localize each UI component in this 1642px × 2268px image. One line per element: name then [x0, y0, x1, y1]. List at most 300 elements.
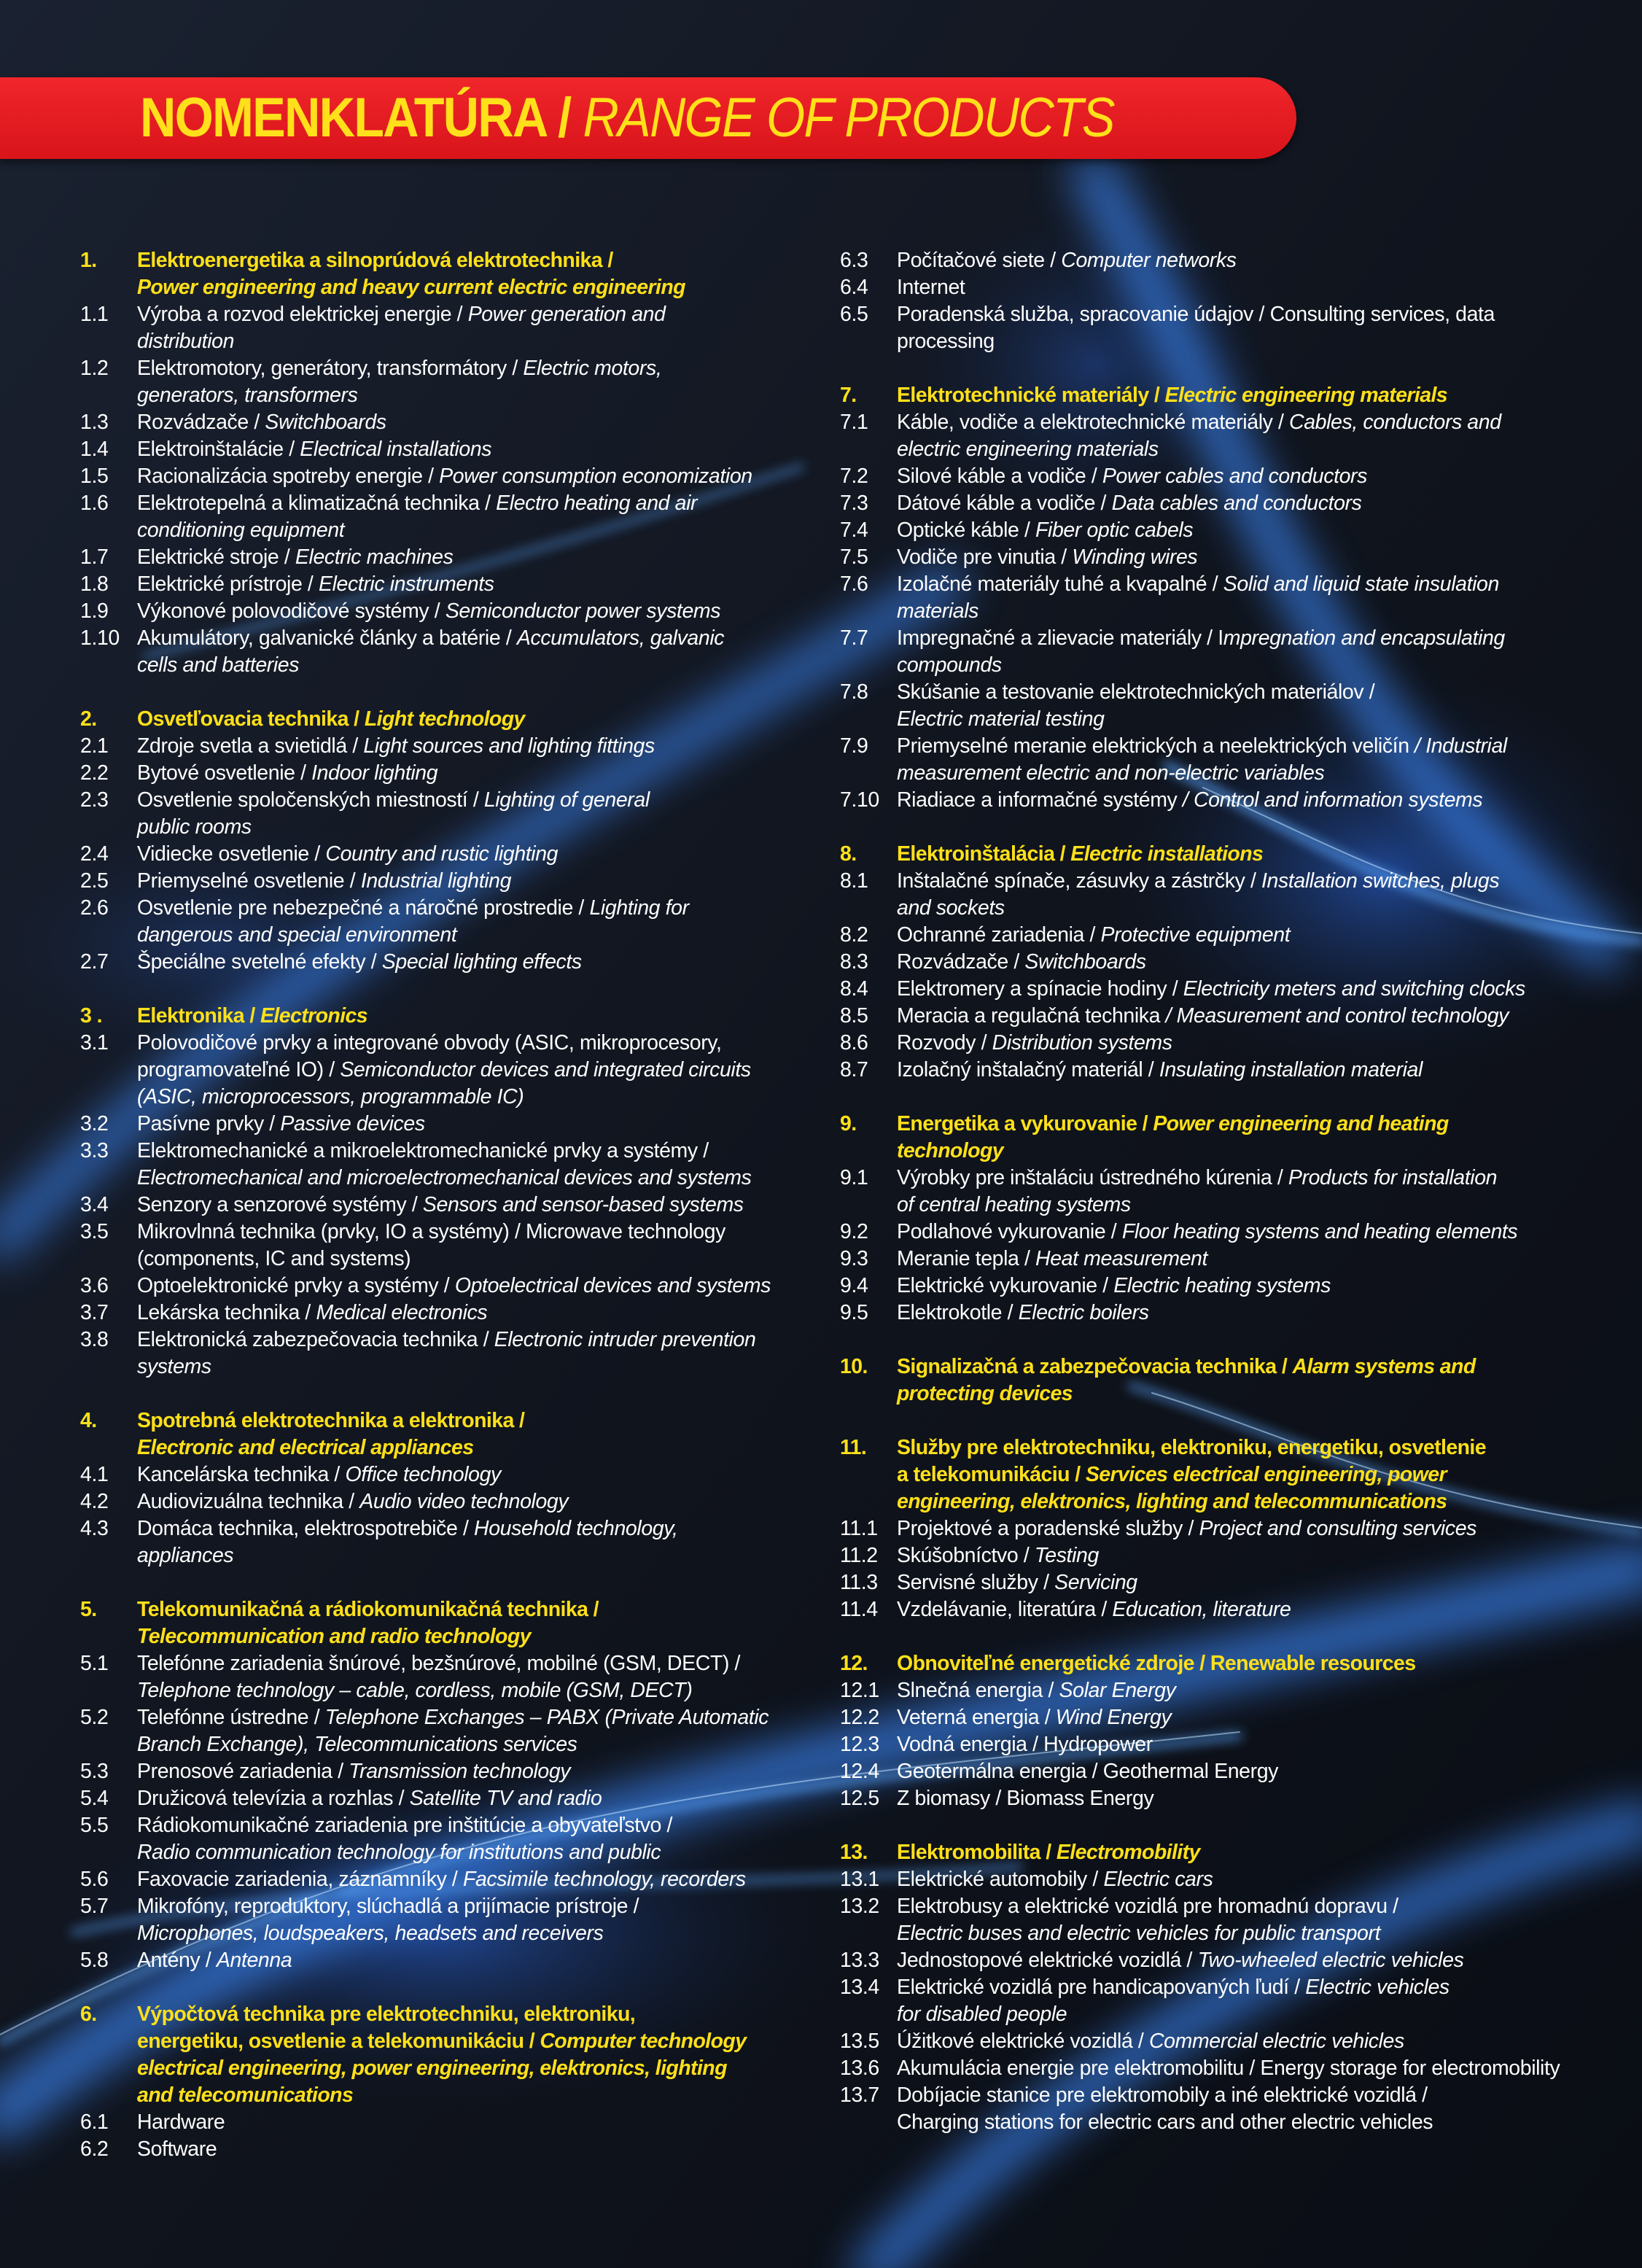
item-number: 8.4: [840, 977, 868, 1001]
item-text-en: Electric machines: [295, 545, 454, 569]
list-item: [80, 1327, 809, 1354]
item-text-en: Semiconductor devices and integrated circuits: [340, 1058, 751, 1081]
list-item: [840, 922, 1613, 949]
item-text-sk: Slnečná energia /: [897, 1679, 1059, 1702]
item-text-en: Power cables and conductors: [1102, 465, 1367, 488]
item-text-sk: Riadiace a informačné systémy: [897, 788, 1183, 812]
list-item: [840, 1246, 1613, 1273]
item-text-sk: Bytové osvetlenie /: [137, 761, 312, 785]
item-text-en: Computer technology: [540, 2030, 747, 2053]
item-text-sk: Polovodičové prvky a integrované obvody (ASIC, mikroprocesory,: [137, 1031, 722, 1055]
item-number: 12.1: [840, 1679, 879, 1702]
item-number: 4.1: [80, 1463, 109, 1486]
list-item: [80, 1785, 809, 1812]
list-item: [80, 652, 809, 679]
list-item: [80, 1219, 809, 1246]
item-text-en: Radio communication technology for institutions and public: [137, 1841, 661, 1864]
category-heading: [80, 1003, 809, 1030]
item-number: 1.6: [80, 492, 109, 515]
list-item: [80, 787, 809, 814]
item-text-sk: Geotermálna energia / Geothermal Energy: [897, 1760, 1279, 1783]
page-title-en: RANGE OF PRODUCTS: [583, 87, 1114, 149]
list-item: [840, 1569, 1613, 1596]
item-text-sk: Spotrebná elektrotechnika a elektronika /: [137, 1409, 525, 1432]
category-heading: [80, 1596, 809, 1623]
list-item: [80, 1731, 809, 1758]
item-text-en: Switchboards: [1024, 950, 1146, 974]
item-text-en: Light technology: [364, 707, 525, 731]
item-text-en: Special lighting effects: [381, 950, 582, 974]
item-number: 11.4: [840, 1598, 878, 1621]
category-heading: [840, 1461, 1613, 1488]
item-number: 6.1: [80, 2110, 109, 2134]
item-text-sk: Optoelektronické prvky a systémy /: [137, 1274, 455, 1297]
item-text-sk: Servisné služby /: [897, 1571, 1055, 1594]
item-text-en: Electronics: [260, 1004, 368, 1028]
item-text-sk: Vodná energia / Hydropower: [897, 1733, 1153, 1756]
item-number: 8.7: [840, 1058, 868, 1081]
item-text-sk: Osvetlenie pre nebezpečné a náročné prostredie /: [137, 896, 590, 920]
item-number: 12.4: [840, 1760, 879, 1783]
list-item: [840, 1866, 1613, 1893]
list-item: [840, 868, 1613, 895]
page-title-sk: NOMENKLATÚRA /: [140, 87, 583, 149]
item-text-en: generators, transformers: [137, 384, 358, 407]
item-number: 5.2: [80, 1706, 109, 1729]
list-item: [80, 2109, 809, 2136]
spacer: [840, 814, 1613, 841]
list-item: [840, 598, 1613, 625]
item-text-sk: Skúšanie a testovanie elektrotechnických materiálov /: [897, 680, 1375, 704]
item-text-sk: Z biomasy / Biomass Energy: [897, 1787, 1154, 1810]
item-number: 1.7: [80, 545, 109, 569]
item-text-sk: Rozvádzače /: [897, 950, 1025, 974]
list-item: [80, 544, 809, 571]
item-number: 7.6: [840, 572, 868, 596]
list-item: [80, 949, 809, 976]
item-number: 6.2: [80, 2137, 109, 2161]
list-item: [80, 841, 809, 868]
item-text-sk: Elektroinštalácie /: [137, 438, 300, 461]
spacer: [80, 1974, 809, 2001]
item-number: 1.8: [80, 572, 109, 596]
item-text-en: Country and rustic lighting: [325, 842, 559, 866]
item-text-sk: Osvetľovacia technika /: [137, 707, 365, 731]
item-text-en: Medical electronics: [316, 1301, 488, 1324]
item-text-en: (ASIC, microprocessors, programmable IC): [137, 1085, 524, 1108]
item-text-sk: Meracia a regulačná technika: [897, 1004, 1166, 1028]
list-item: [840, 1192, 1613, 1219]
item-number: 8.6: [840, 1031, 868, 1055]
item-text-sk: Výpočtová technika pre elektrotechniku, elektroniku,: [137, 2003, 636, 2026]
item-text-sk: Prenosové zariadenia /: [137, 1760, 349, 1783]
item-number: 13.7: [840, 2083, 879, 2107]
category-heading: [80, 2055, 809, 2082]
list-item: [840, 274, 1613, 301]
item-text-en: Electro heating and air: [496, 492, 698, 515]
item-text-en: Telecommunication and radio technology: [137, 1625, 531, 1648]
item-text-en: Fiber optic cabels: [1035, 519, 1194, 542]
category-heading: [80, 706, 809, 733]
item-number: 7.7: [840, 626, 868, 650]
left-column: [80, 247, 809, 2163]
list-item: [80, 814, 809, 841]
item-text-en: Passive devices: [280, 1112, 425, 1135]
list-item: [80, 895, 809, 922]
item-text-en: Computer networks: [1061, 249, 1237, 272]
item-number: 8.: [840, 842, 857, 866]
item-text-en: Electric heating systems: [1113, 1274, 1331, 1297]
item-text-sk: Dobíjacie stanice pre elektromobily a iné elektrické vozidlá /: [897, 2083, 1428, 2107]
list-item: [80, 1354, 809, 1380]
list-item: [80, 1273, 809, 1300]
list-item: [840, 733, 1613, 760]
item-text-en: Wind Energy: [1055, 1706, 1172, 1729]
item-text-en: Electromechanical and microelectromechanical devices and systems: [137, 1166, 752, 1189]
item-text-sk: Internet: [897, 276, 965, 299]
item-number: 1.10: [80, 626, 120, 650]
item-number: 12.2: [840, 1706, 879, 1729]
list-item: [840, 409, 1613, 436]
item-text-sk: Elektronická zabezpečovacia technika /: [137, 1328, 494, 1351]
list-item: [840, 1731, 1613, 1758]
list-item: [80, 463, 809, 490]
list-item: [840, 2109, 1613, 2136]
item-text-sk: Rozvody /: [897, 1031, 992, 1055]
item-text-sk: Kancelárska technika /: [137, 1463, 346, 1486]
item-number: 2.3: [80, 788, 109, 812]
item-number: 3.1: [80, 1031, 109, 1055]
list-item: [80, 2136, 809, 2163]
item-text-en: of central heating systems: [897, 1193, 1131, 1216]
category-heading: [840, 1488, 1613, 1515]
list-item: [80, 517, 809, 544]
item-text-sk: Elektrobusy a elektrické vozidlá pre hromadnú dopravu /: [897, 1895, 1398, 1918]
item-text-sk: Elektrotepelná a klimatizačná technika /: [137, 492, 497, 515]
item-text-en: and telecomunications: [137, 2083, 354, 2107]
item-text-en: Electronic and electrical appliances: [137, 1436, 474, 1459]
item-text-en: for disabled people: [897, 2003, 1067, 2026]
item-number: 9.5: [840, 1301, 868, 1324]
list-item: [80, 1300, 809, 1327]
item-number: 4.2: [80, 1490, 109, 1513]
list-item: [840, 1219, 1613, 1246]
list-item: [80, 1084, 809, 1111]
item-number: 1.: [80, 249, 97, 272]
list-item: [80, 1839, 809, 1866]
page-title: [140, 88, 1114, 149]
category-heading: [840, 1839, 1613, 1866]
item-number: 8.1: [840, 869, 868, 893]
spacer: [840, 1812, 1613, 1839]
list-item: [80, 571, 809, 598]
item-text-en: Products for installation: [1288, 1166, 1498, 1189]
item-text-en: Electric material testing: [897, 707, 1105, 731]
item-text-en: Electricity meters and switching clocks: [1183, 977, 1525, 1001]
item-text-en: Servicing: [1054, 1571, 1137, 1594]
item-number: 11.3: [840, 1571, 878, 1594]
item-text-en: Satellite TV and radio: [409, 1787, 602, 1810]
item-number: 3.2: [80, 1112, 109, 1135]
list-item: [840, 1974, 1613, 2001]
item-text-sk: Priemyselné meranie elektrických a neelektrických veličín: [897, 734, 1415, 758]
list-item: [840, 787, 1613, 814]
item-number: 1.5: [80, 465, 109, 488]
item-text-sk: Obnoviteľné energetické zdroje / Renewable resources: [897, 1652, 1416, 1675]
item-text-sk: Faxovacie zariadenia, záznamníky /: [137, 1868, 463, 1891]
item-text-en: Floor heating systems and heating elements: [1121, 1220, 1518, 1243]
item-text-en: compounds: [897, 653, 1002, 677]
item-text-sk: Elektromotory, generátory, transformátory /: [137, 357, 524, 380]
item-text-sk: Elektromobilita /: [897, 1841, 1057, 1864]
list-item: [80, 409, 809, 436]
item-text-sk: Elektrické vozidlá pre handicapovaných ľudí /: [897, 1976, 1306, 1999]
list-item: [80, 1677, 809, 1704]
item-number: 9.3: [840, 1247, 868, 1270]
item-number: 7.8: [840, 680, 868, 704]
item-number: 7.5: [840, 545, 868, 569]
list-item: [840, 301, 1613, 328]
list-item: [840, 544, 1613, 571]
list-item: [840, 1785, 1613, 1812]
item-text-en: systems: [137, 1355, 211, 1378]
item-text-en: Electrical installations: [300, 438, 492, 461]
item-number: 1.4: [80, 438, 109, 461]
item-text-en: Data cables and conductors: [1111, 492, 1362, 515]
list-item: [80, 1192, 809, 1219]
item-text-sk: Veterná energia /: [897, 1706, 1056, 1729]
item-text-en: Electromobility: [1056, 1841, 1200, 1864]
item-text-en: Power consumption economization: [439, 465, 752, 488]
item-text-en: Education, literature: [1112, 1598, 1291, 1621]
item-text-sk: Elektrické vykurovanie /: [897, 1274, 1114, 1297]
item-text-en: Microphones, loudspeakers, headsets and receivers: [137, 1922, 604, 1945]
item-text-en: Branch Exchange), Telecommunications services: [137, 1733, 577, 1756]
item-number: 2.1: [80, 734, 109, 758]
list-item: [80, 1650, 809, 1677]
item-text-en: Sensors and sensor-based systems: [422, 1193, 744, 1216]
list-item: [80, 1893, 809, 1920]
item-number: 7.2: [840, 465, 868, 488]
list-item: [80, 1812, 809, 1839]
list-item: [840, 1300, 1613, 1327]
item-text-en: Two-wheeled electric vehicles: [1197, 1949, 1464, 1972]
category-heading: [840, 1650, 1613, 1677]
list-item: [840, 625, 1613, 652]
list-item: [80, 301, 809, 328]
item-text-sk: Telefónne zariadenia šnúrové, bezšnúrové, mobilné (GSM, DECT) /: [137, 1652, 741, 1675]
item-text-en: Electric vehicles: [1305, 1976, 1450, 1999]
category-heading: [80, 2001, 809, 2028]
list-item: [80, 760, 809, 787]
item-text-en: Electric instruments: [318, 572, 494, 596]
item-text-en: mpregnation and encapsulating: [1223, 626, 1505, 650]
item-text-sk: Meranie tepla /: [897, 1247, 1036, 1270]
list-item: [80, 1246, 809, 1273]
category-heading: [840, 1434, 1613, 1461]
item-text-en: protecting devices: [897, 1382, 1073, 1405]
item-text-sk: Senzory a senzorové systémy /: [137, 1193, 423, 1216]
item-text-sk: Domáca technika, elektrospotrebiče /: [137, 1517, 475, 1540]
list-item: [840, 652, 1613, 679]
item-number: 11.2: [840, 1544, 878, 1567]
item-number: 4.3: [80, 1517, 109, 1540]
item-text-sk: Dátové káble a vodiče /: [897, 492, 1112, 515]
item-text-en: / Industrial: [1415, 734, 1507, 758]
list-item: [840, 1947, 1613, 1974]
category-heading: [840, 1111, 1613, 1138]
item-text-sk: Elektronika /: [137, 1004, 261, 1028]
item-text-sk: Signalizačná a zabezpečovacia technika /: [897, 1355, 1293, 1378]
item-text-sk: Elektroenergetika a silnoprúdová elektrotechnika /: [137, 249, 613, 272]
item-text-sk: Úžitkové elektrické vozidlá /: [897, 2030, 1149, 2053]
list-item: [80, 1866, 809, 1893]
item-text-en: Household technology,: [474, 1517, 678, 1540]
item-number: 1.1: [80, 303, 109, 326]
item-text-sk: Mikrofóny, reproduktory, slúchadlá a prijímacie prístroje /: [137, 1895, 639, 1918]
list-item: [80, 1947, 809, 1974]
list-item: [840, 1920, 1613, 1947]
item-text-sk: Elektroinštalácia /: [897, 842, 1071, 866]
item-text-en: distribution: [137, 330, 235, 353]
item-text-sk: Elektromechanické a mikroelektromechanické prvky a systémy /: [137, 1139, 709, 1162]
item-text-en: Telephone Exchanges – PABX (Private Automatic: [324, 1706, 769, 1729]
item-text-en: Installation switches, plugs: [1261, 869, 1500, 893]
item-text-sk: Optické káble /: [897, 519, 1036, 542]
list-item: [840, 490, 1613, 517]
item-text-en: Lighting for: [589, 896, 689, 920]
item-number: 6.3: [840, 249, 868, 272]
item-text-sk: Pasívne prvky /: [137, 1112, 281, 1135]
list-item: [840, 1273, 1613, 1300]
item-text-sk: Izolačné materiály tuhé a kvapalné /: [897, 572, 1223, 596]
item-text-en: Services electrical engineering, power: [1085, 1463, 1447, 1486]
list-item: [840, 1596, 1613, 1623]
item-text-sk: Silové káble a vodiče /: [897, 465, 1102, 488]
item-text-sk: Elektrotechnické materiály /: [897, 384, 1165, 407]
list-item: [80, 355, 809, 382]
item-number: 5.7: [80, 1895, 109, 1918]
item-text-en: cells and batteries: [137, 653, 300, 677]
item-text-sk: Telekomunikačná a rádiokomunikačná technika /: [137, 1598, 599, 1621]
category-heading: [80, 274, 809, 301]
list-item: [80, 868, 809, 895]
item-text-en: Electric installations: [1070, 842, 1264, 866]
list-item: [80, 1920, 809, 1947]
item-text-en: Power engineering and heavy current electric engineering: [137, 276, 685, 299]
item-text-en: technology: [897, 1139, 1004, 1162]
spacer: [840, 1084, 1613, 1111]
item-text-en: Lighting of general: [483, 788, 650, 812]
item-number: 1.3: [80, 411, 109, 434]
item-text-en: Electronic intruder prevention: [494, 1328, 756, 1351]
item-text-en: Winding wires: [1072, 545, 1198, 569]
item-text-en: Audio video technology: [359, 1490, 569, 1513]
list-item: [840, 517, 1613, 544]
item-text-en: Power generation and: [467, 303, 666, 326]
list-item: [840, 1003, 1613, 1030]
list-item: [840, 679, 1613, 706]
category-heading: [80, 1623, 809, 1650]
item-text-sk: Energetika a vykurovanie /: [897, 1112, 1153, 1135]
list-item: [840, 895, 1613, 922]
item-text-sk: Skúšobníctvo /: [897, 1544, 1035, 1567]
spacer: [840, 1623, 1613, 1650]
item-text-en: Indoor lighting: [311, 761, 438, 785]
list-item: [840, 2028, 1613, 2055]
list-item: [840, 247, 1613, 274]
item-text-sk: Izolačný inštalačný materiál /: [897, 1058, 1159, 1081]
item-text-sk: Akumulácia energie pre elektromobilitu / Energy storage for electromobility: [897, 2057, 1560, 2080]
item-number: 9.1: [840, 1166, 868, 1189]
item-text-en: Office technology: [345, 1463, 501, 1486]
item-text-en: Testing: [1034, 1544, 1099, 1567]
spacer: [80, 679, 809, 706]
list-item: [80, 733, 809, 760]
item-text-en: Switchboards: [265, 411, 386, 434]
item-text-sk: Elektrické prístroje /: [137, 572, 319, 596]
item-text-en: Transmission technology: [349, 1760, 571, 1783]
category-heading: [840, 1138, 1613, 1165]
category-heading: [840, 841, 1613, 868]
item-text-sk: Akumulátory, galvanické články a batérie /: [137, 626, 517, 650]
list-item: [80, 1704, 809, 1731]
item-text-sk: Poradenská služba, spracovanie údajov / Consulting services, data: [897, 303, 1495, 326]
right-column: [840, 247, 1613, 2136]
item-text-en: Antenna: [216, 1949, 292, 1972]
list-item: [840, 2001, 1613, 2028]
item-number: 11.: [840, 1436, 867, 1459]
item-number: 2.5: [80, 869, 109, 893]
item-text-sk: Lekárska technika /: [137, 1301, 316, 1324]
item-text-sk: Priemyselné osvetlenie /: [137, 869, 361, 893]
item-number: 7.1: [840, 411, 868, 434]
item-number: 8.5: [840, 1004, 868, 1028]
item-number: 6.: [80, 2003, 97, 2026]
item-text-sk: Hardware: [137, 2110, 225, 2134]
item-number: 9.2: [840, 1220, 868, 1243]
item-text-sk: Jednostopové elektrické vozidlá /: [897, 1949, 1198, 1972]
list-item: [840, 1165, 1613, 1192]
list-item: [80, 382, 809, 409]
list-item: [80, 1165, 809, 1192]
list-item: [80, 1461, 809, 1488]
list-item: [840, 976, 1613, 1003]
list-item: [840, 1542, 1613, 1569]
item-number: 9.: [840, 1112, 857, 1135]
list-item: [80, 1111, 809, 1138]
item-text-sk: Vidiecke osvetlenie /: [137, 842, 326, 866]
list-item: [840, 2055, 1613, 2082]
item-text-sk: Ochranné zariadenia /: [897, 923, 1101, 947]
item-text-en: engineering, elektronics, lighting and telecommunications: [897, 1490, 1447, 1513]
list-item: [840, 1677, 1613, 1704]
item-text-en: Electric motors,: [523, 357, 662, 380]
item-text-sk: energetiku, osvetlenie a telekomunikáciu /: [137, 2030, 540, 2053]
category-heading: [80, 1434, 809, 1461]
list-item: [80, 490, 809, 517]
item-number: 2.6: [80, 896, 109, 920]
item-text-en: public rooms: [137, 815, 252, 839]
item-text-sk: Software: [137, 2137, 217, 2161]
list-item: [80, 436, 809, 463]
item-text-en: / Measurement and control technology: [1165, 1004, 1509, 1028]
item-text-sk: Zdroje svetla a svietidlá /: [137, 734, 364, 758]
item-text-sk: (components, IC and systems): [137, 1247, 411, 1270]
list-item: [840, 1893, 1613, 1920]
item-text-en: electrical engineering, power engineering, elektronics, lighting: [137, 2057, 727, 2080]
item-text-en: Protective equipment: [1100, 923, 1291, 947]
